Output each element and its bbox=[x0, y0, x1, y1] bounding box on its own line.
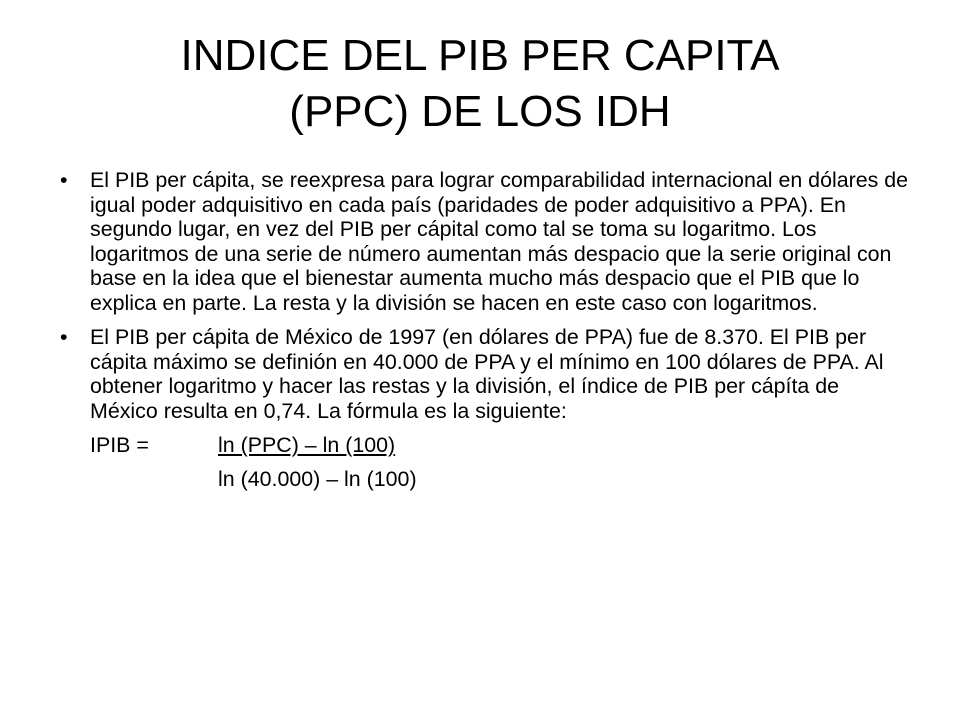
title-line-2: (PPC) DE LOS IDH bbox=[289, 87, 671, 136]
bullet-icon: • bbox=[60, 168, 68, 192]
title-line-1: INDICE DEL PIB PER CAPITA bbox=[180, 31, 780, 80]
bullet-text: El PIB per cápita de México de 1997 (en dólares de PPA) fue de 8.370. El PIB per cápita máximo se definión en 40.000 de PPA y el mínimo en 100 dólares de PPA. Al obtener logaritmo y hacer las restas y la división, el índice de PIB per cápíta de México resulta en 0,74. La fórmula es la siguiente: bbox=[90, 325, 884, 423]
bullet-text: El PIB per cápita, se reexpresa para lograr comparabilidad internacional en dólares de igual poder adquisitivo en cada país (paridades de poder adquisitivo a PPA). En segundo lugar, en vez del PIB per cápital como tal se toma su logaritmo. Los logaritmos de una serie de número aumentan más despacio que la serie original con base en la idea que el bienestar aumenta mucho más despacio que el PIB que lo explica en parte. La resta y la división se hacen en este caso con logaritmos. bbox=[90, 168, 909, 315]
bullet-item bbox=[60, 325, 910, 423]
formula bbox=[90, 433, 910, 493]
slide-body bbox=[60, 168, 910, 493]
formula-numerator: ln (PPC) – ln (100) bbox=[218, 433, 396, 457]
bullet-icon: • bbox=[60, 325, 68, 349]
formula-denominator: ln (40.000) – ln (100) bbox=[218, 467, 417, 491]
slide-title bbox=[60, 28, 900, 140]
bullet-item bbox=[60, 168, 910, 315]
formula-lhs: IPIB = bbox=[90, 433, 149, 457]
